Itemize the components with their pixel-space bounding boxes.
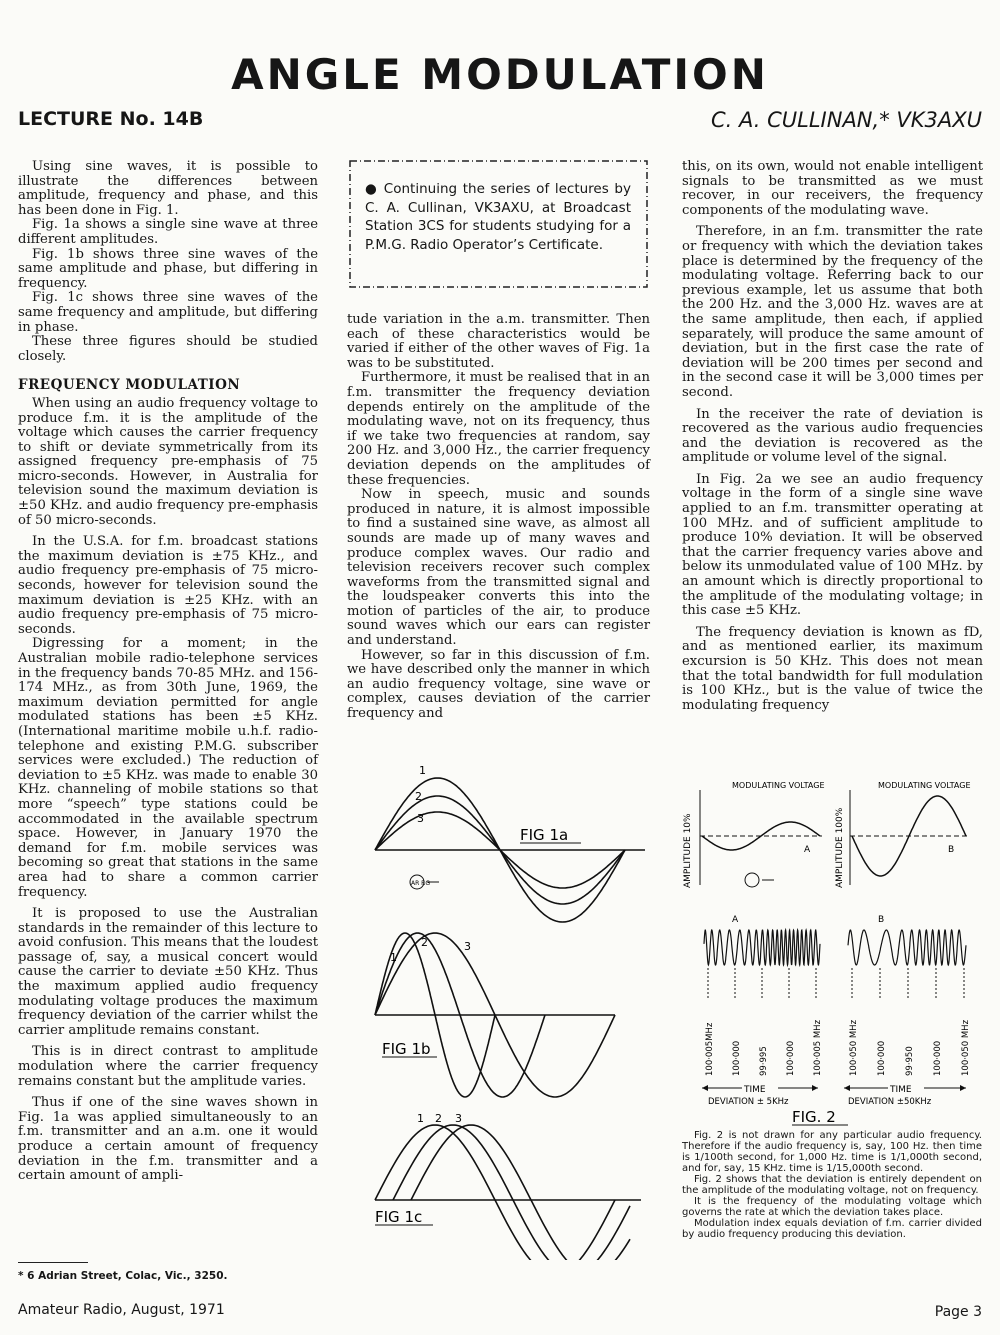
paragraph: This is in direct contrast to amplitude modulation where the carrier frequency remains constant but the amplitude varies. — [18, 1044, 318, 1089]
mod-voltage-label: MODULATING VOLTAGE — [732, 781, 825, 790]
amplitude-100-label: AMPLITUDE 100% — [835, 807, 845, 888]
paragraph: In the receiver the rate of deviation is recovered as the various audio frequencies and the deviation is recovered as the amplitude or volume level of the signal. — [682, 406, 983, 466]
label-a: A — [804, 845, 811, 855]
author-byline: C. A. CULLINAN,* VK3AXU — [710, 108, 982, 132]
section-heading: FREQUENCY MODULATION — [18, 377, 241, 394]
paragraph: The frequency deviation is known as fD, and as mentioned earlier, its maximum excursion is 50 KHz. This does not mean that the total bandwidth for full modulation is 100 KHz., but is the value of twice the modulating frequency — [682, 624, 983, 713]
fm-label-a: A — [732, 915, 739, 925]
label-b: B — [948, 845, 955, 855]
frequency-label: 99·995 — [759, 1046, 769, 1076]
logo-text: AR RG — [411, 880, 430, 887]
caption-paragraph: It is the frequency of the modulating voltage which governs the rate at which the deviation takes place. — [682, 1196, 982, 1218]
deviation-label-b: DEVIATION ±50KHz — [848, 1097, 932, 1107]
frequency-label: 100·005MHz — [705, 1022, 715, 1076]
frequency-label: 100·000 — [732, 1040, 742, 1076]
caption-paragraph: Modulation index equals deviation of f.m. carrier divided by audio frequency producing this deviation. — [682, 1218, 982, 1240]
caption-paragraph: Fig. 2 shows that the deviation is entirely dependent on the amplitude of the modulating voltage, not on frequency. — [682, 1174, 982, 1196]
paragraph: this, on its own, would not enable intelligent signals to be transmitted as we must recover, in our receivers, the frequency components of the modulating wave. — [682, 159, 983, 218]
paragraph: Therefore, in an f.m. transmitter the rate or frequency with which the deviation takes place is determined by the frequency of the modulating voltage. Referring back to our previous example, let us assume that both the 200 Hz. and the 3,000 Hz. waves are at the same amplitude, then each, if applied separately, will produce the same amount of deviation, but in the first case the rate of deviation will be 200 times per second and in the second case it will be 3,000 times per second. — [682, 224, 983, 400]
freq-labels-a — [705, 968, 823, 1076]
paragraph: Digressing for a moment; in the Australian mobile radio-telephone services in the frequency bands 70-85 MHz. and 156-174 MHz., as from 30th June, 1969, the maximum deviation permitted for angle modulated stations has been ±5 KHz. (International maritime mobile u.h.f. radio-telephone and existing P.M.G. subscriber services were excluded.) The reduction of deviation to ±5 KHz. was made to enable 30 KHz. channeling of mobile stations so that more “speech” type stations could be accommodated in the available spectrum space. However, in January 1970 the demand for f.m. mobile services was becoming so great that stations in the same area had to share a common carrier frequency. — [18, 636, 318, 900]
fig-2-label: FIG. 2 — [792, 1108, 836, 1126]
paragraph: Fig. 1c shows three sine waves of the same frequency and amplitude, but differing in phase. — [18, 290, 318, 335]
fm-label-b: B — [878, 915, 885, 925]
publication-footer: Amateur Radio, August, 1971 — [18, 1302, 225, 1318]
frequency-label: 100·050 MHz — [849, 1019, 859, 1076]
ar-logo — [410, 875, 439, 889]
wave-number-2: 2 — [435, 1112, 442, 1125]
fig-1c-label: FIG 1c — [375, 1208, 423, 1226]
paragraph: Furthermore, it must be realised that in an f.m. transmitter the frequency deviation depends entirely on the amplitude of the modulating wave, not on its frequency, thus if we take two frequencies at random, say 200 Hz. and 3,000 Hz., the carrier frequency deviation depends on the amplitudes of these frequencies. — [347, 370, 650, 488]
paragraph: Fig. 1a shows a single sine wave at three different amplitudes. — [18, 217, 318, 247]
article-title: ANGLE MODULATION — [231, 50, 769, 99]
fm-wave-a — [704, 930, 820, 965]
figure-2-caption — [682, 1130, 982, 1240]
paragraph: It is proposed to use the Australian standards in the remainder of this lecture to avoid confusion. This means that the loudest passage of, say, a musical concert would cause the carrier to deviate ±50 KHz. Thus the maximum applied audio frequency modulating voltage produces the maximum frequency deviation of the carrier whilst the carrier amplitude remains constant. — [18, 906, 318, 1038]
caption-paragraph: Fig. 2 is not drawn for any particular audio frequency. Therefore if the audio frequency is, say, 100 Hz. then time is 1/100th second, for 1,000 Hz. time is 1/1,000th second, and for, say, 15 KHz. time is 1/15,000th second. — [682, 1130, 982, 1174]
fig-1a-label: FIG 1a — [520, 826, 569, 844]
wave-number-1: 1 — [390, 951, 397, 964]
fig-1b-label: FIG 1b — [382, 1040, 431, 1058]
paragraph: When using an audio frequency voltage to produce f.m. it is the amplitude of the voltage which causes the carrier frequency to shift or deviate symmetrically from its assigned frequency pre-emphasis of 75 micro-seconds. However, in Australia for television sound the maximum deviation is ±50 KHz. and audio frequency pre-emphasis of 50 micro-seconds. — [18, 395, 318, 528]
paragraph: In the U.S.A. for f.m. broadcast stations the maximum deviation is ±75 KHz., and audio frequency pre-emphasis of 75 micro-seconds, however for television sound the maximum deviation is ±25 KHz. with an audio frequency pre-emphasis of 75 micro-seconds. — [18, 534, 318, 637]
frequency-label: 100·000 — [933, 1040, 943, 1076]
frequency-label: 100·000 — [786, 1040, 796, 1076]
wave-number-3: 3 — [417, 812, 424, 825]
lecture-number: LECTURE No. 14B — [18, 108, 204, 130]
wave-number-2: 2 — [421, 936, 428, 949]
column-1 — [18, 160, 318, 1184]
wave-number-3: 3 — [464, 940, 471, 953]
wave-number-3: 3 — [455, 1112, 462, 1125]
column-2 — [347, 313, 650, 722]
deviation-label-a: DEVIATION ± 5KHz — [708, 1097, 789, 1107]
frequency-label: 99·950 — [905, 1046, 915, 1076]
wave-number-2: 2 — [415, 790, 422, 803]
paragraph: Using sine waves, it is possible to illustrate the differences between amplitude, frequency and phase, and this has been done in Fig. 1. — [18, 159, 318, 218]
freq-labels-b — [849, 968, 971, 1076]
ar-logo — [745, 873, 774, 887]
fm-wave-b — [848, 930, 966, 965]
paragraph: Thus if one of the sine waves shown in Fig. 1a was applied simultaneously to an f.m. transmitter and an a.m. one it would produce a certain amount of frequency deviation in the f.m. transmitter and a certain amount of ampli- — [18, 1095, 318, 1184]
column-3 — [682, 160, 983, 713]
wave-number-1: 1 — [417, 1112, 424, 1125]
frequency-label: 100·050 MHz — [961, 1019, 971, 1076]
figure-2 — [682, 770, 982, 1130]
series-note-text: ● Continuing the series of lectures by C. A. Cullinan, VK3AXU, at Broadcast Station 3CS for students studying for a P.M.G. Radio Operator’s Certificate. — [365, 181, 631, 253]
paragraph: Fig. 1b shows three sine waves of the same amplitude and phase, but differing in frequency. — [18, 246, 318, 291]
wave-number-1: 1 — [419, 764, 426, 777]
page-number: Page 3 — [934, 1304, 982, 1320]
footnote: * 6 Adrian Street, Colac, Vic., 3250. — [18, 1270, 228, 1282]
paragraph: However, so far in this discussion of f.m. we have described only the manner in which an audio frequency voltage, sine wave or complex, causes deviation of the carrier frequency and — [347, 647, 650, 722]
wave-1c-3 — [411, 1125, 630, 1260]
mod-voltage-label: MODULATING VOLTAGE — [878, 781, 971, 790]
time-label-a: TIME — [744, 1085, 766, 1095]
frequency-label: 100·000 — [877, 1040, 887, 1076]
paragraph: In Fig. 2a we see an audio frequency voltage in the form of a single sine wave applied to an f.m. transmitter operating at 100 MHz. and of sufficient amplitude to produce 10% deviation. It will be observed that the carrier frequency varies above and below its unmodulated value of 100 MHz. by an amount which is directly proportional to the amplitude of the modulating voltage; in this case ±5 KHz. — [682, 471, 983, 619]
footnote-rule — [18, 1262, 88, 1263]
paragraph: These three figures should be studied closely. — [18, 334, 318, 364]
frequency-label: 100·005 MHz — [813, 1019, 823, 1076]
amplitude-10-label: AMPLITUDE 10% — [683, 813, 693, 888]
paragraph: Now in speech, music and sounds produced in nature, it is almost impossible to find a sustained sine wave, as almost all sounds are made up of many waves and produce complex waves. Our radio and television receivers recover such complex waveforms from the transmitted signal and the loudspeaker converts this into the motion of particles of the air, to produce sound waves which our ears can register and understand. — [347, 487, 650, 649]
paragraph: tude variation in the a.m. transmitter. Then each of these characteristics would be varied if either of the other waves of Fig. 1a was to be substituted. — [347, 312, 650, 371]
time-label-b: TIME — [890, 1085, 912, 1095]
series-note-box — [347, 158, 650, 290]
wave-1c-1 — [375, 1125, 615, 1260]
figure-1 — [345, 760, 655, 1260]
